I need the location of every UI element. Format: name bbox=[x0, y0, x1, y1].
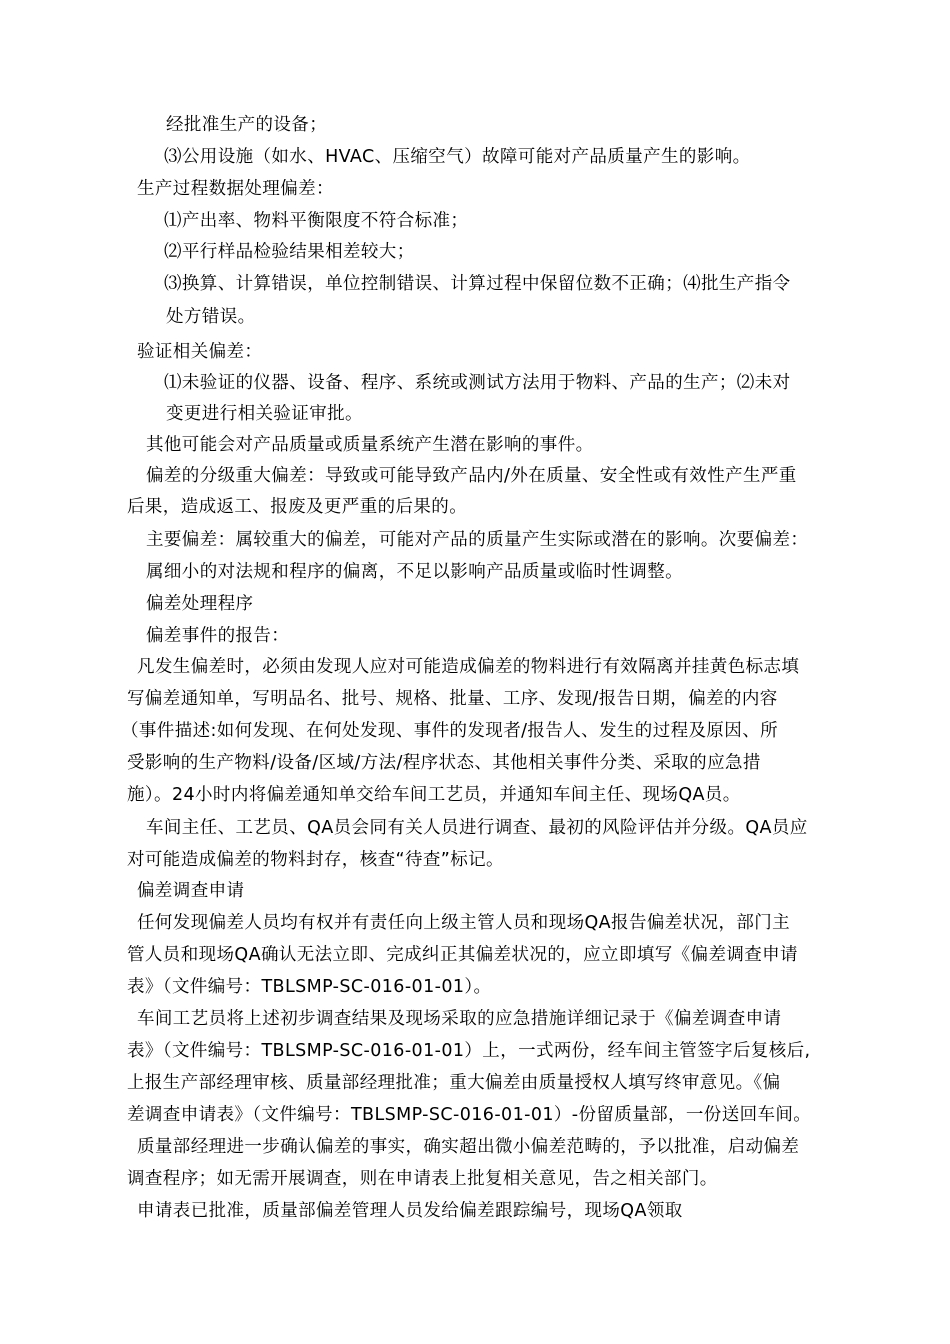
text-line: 差调查申请表》（文件编号：TBLSMP-SC-016-01-01）-份留质量部，一份送回车间。 bbox=[127, 1105, 812, 1125]
text-line: 写偏差通知单，写明品名、批号、规格、批量、工序、发现/报告日期，偏差的内容 bbox=[127, 689, 778, 709]
text-line: 处方错误。 bbox=[166, 307, 256, 327]
text-line: 申请表已批准，质量部偏差管理人员发给偏差跟踪编号，现场QA领取 bbox=[137, 1201, 683, 1221]
text-line: 其他可能会对产品质量或质量系统产生潜在影响的事件。 bbox=[146, 435, 594, 455]
text-line: ⑴产出率、物料平衡限度不符合标准； bbox=[164, 211, 469, 231]
text-line: 表》（文件编号：TBLSMP-SC-016-01-01）上，一式两份，经车间主管签字后复核后, bbox=[127, 1041, 811, 1061]
text-line: ⑴未验证的仪器、设备、程序、系统或测试方法用于物料、产品的生产；⑵未对 bbox=[164, 373, 791, 393]
text-line: 表》（文件编号：TBLSMP-SC-016-01-01）。 bbox=[127, 977, 492, 997]
text-line: 凡发生偏差时，必须由发现人应对可能造成偏差的物料进行有效隔离并挂黄色标志填 bbox=[137, 657, 800, 677]
text-line: 偏差的分级重大偏差：导致或可能导致产品内/外在质量、安全性或有效性产生严重 bbox=[146, 466, 797, 486]
text-line: 偏差调查申请 bbox=[137, 881, 245, 901]
text-line: 任何发现偏差人员均有权并有责任向上级主管人员和现场QA报告偏差状况，部门主 bbox=[137, 913, 791, 933]
text-line: 对可能造成偏差的物料封存，核查“待查”标记。 bbox=[127, 850, 504, 870]
text-line: 生产过程数据处理偏差： bbox=[137, 179, 334, 199]
text-line: ⑵平行样品检验结果相差较大； bbox=[164, 242, 415, 262]
text-line: 主要偏差：属较重大的偏差，可能对产品的质量产生实际或潜在的影响。次要偏差： bbox=[146, 530, 809, 550]
text-line: 验证相关偏差： bbox=[137, 342, 263, 362]
text-line: 受影响的生产物料/设备/区域/方法/程序状态、其他相关事件分类、采取的应急措 bbox=[127, 753, 761, 773]
text-line: 车间工艺员将上述初步调查结果及现场采取的应急措施详细记录于《偏差调查申请 bbox=[137, 1009, 782, 1029]
text-line: 施）。24小时内将偏差通知单交给车间工艺员，并通知车间主任、现场QA员。 bbox=[127, 785, 741, 805]
text-line: 属细小的对法规和程序的偏离，不足以影响产品质量或临时性调整。 bbox=[146, 562, 683, 582]
text-line: 车间主任、工艺员、QA员会同有关人员进行调查、最初的风险评估并分级。QA员应 bbox=[146, 818, 808, 838]
text-line: 调查程序；如无需开展调查，则在申请表上批复相关意见，告之相关部门。 bbox=[127, 1169, 718, 1189]
text-line: 上报生产部经理审核、质量部经理批准；重大偏差由质量授权人填写终审意见。《偏 bbox=[127, 1073, 781, 1093]
text-line: ⑶公用设施（如水、HVAC、压缩空气）故障可能对产品质量产生的影响。 bbox=[164, 147, 751, 167]
text-line: （事件描述:如何发现、在何处发现、事件的发现者/报告人、发生的过程及原因、所 bbox=[121, 721, 778, 741]
text-line: 后果，造成返工、报废及更严重的后果的。 bbox=[127, 497, 468, 517]
text-line: 偏差处理程序 bbox=[146, 594, 254, 614]
text-line: ⑶换算、计算错误，单位控制错误、计算过程中保留位数不正确；⑷批生产指令 bbox=[164, 274, 791, 294]
text-line: 管人员和现场QA确认无法立即、完成纠正其偏差状况的，应立即填写《偏差调查申请 bbox=[127, 945, 798, 965]
text-line: 质量部经理进一步确认偏差的事实，确实超出微小偏差范畴的，予以批准，启动偏差 bbox=[137, 1137, 800, 1157]
text-line: 经批准生产的设备； bbox=[166, 115, 328, 135]
text-line: 偏差事件的报告： bbox=[146, 626, 290, 646]
text-line: 变更进行相关验证审批。 bbox=[166, 404, 363, 424]
